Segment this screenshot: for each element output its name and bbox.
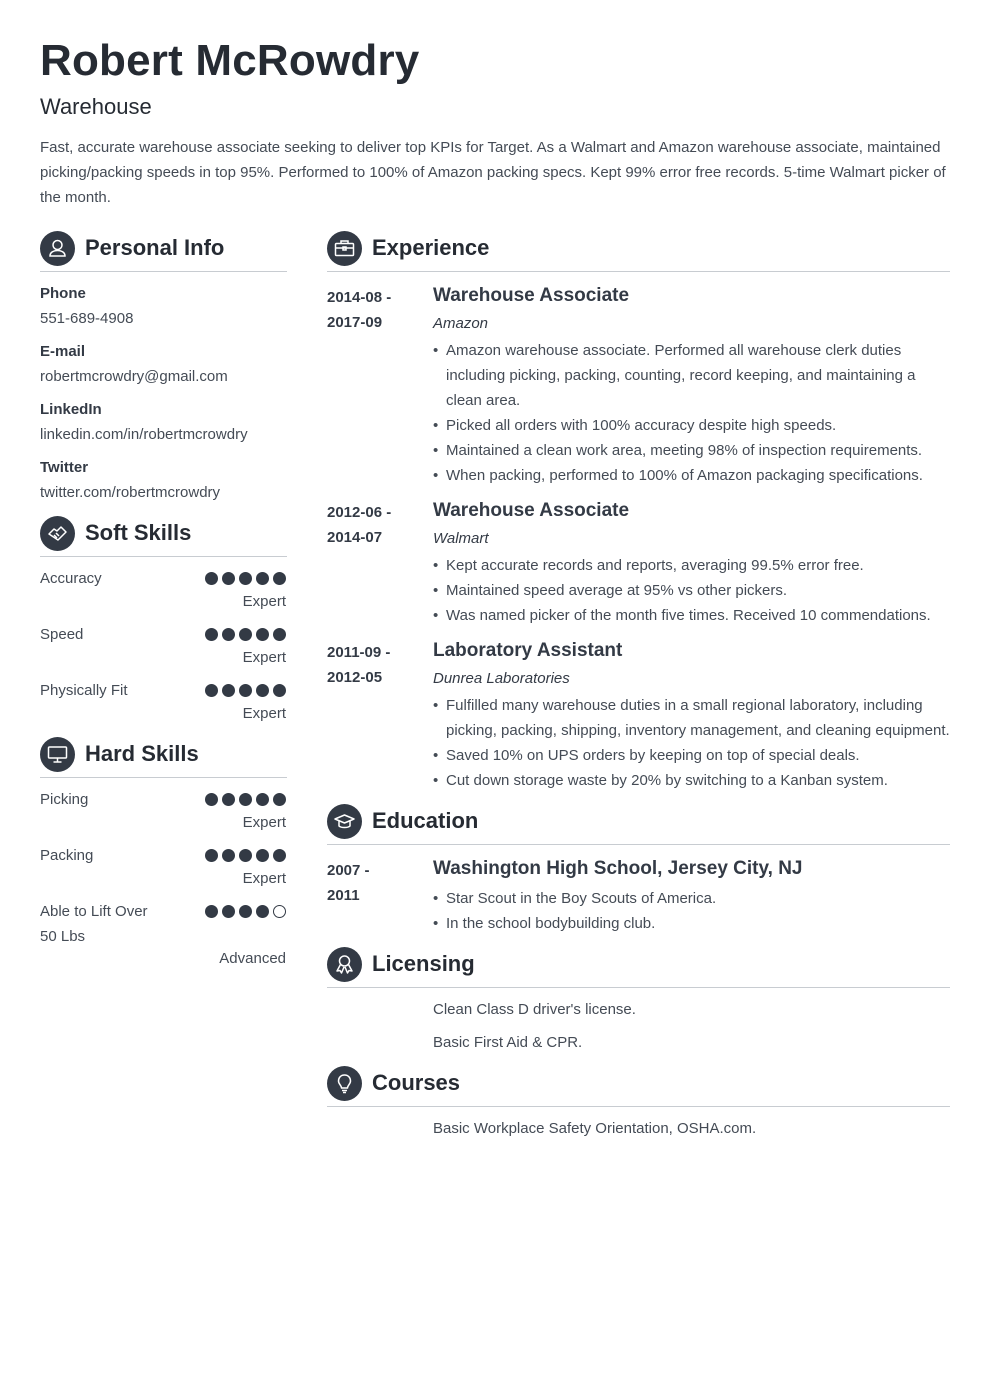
- rating-dot-filled: [273, 572, 286, 585]
- profile-summary: Fast, accurate warehouse associate seeking to deliver top KPIs for Target. As a Walmart and Amazon warehouse associate, maintained picking/packing speeds in top 95%. Performed to 100% of Amazon packing specs. Kept 99% error free records. 5-time Walmart picker of the month.: [40, 139, 946, 206]
- rating-dot-filled: [205, 684, 218, 697]
- job-date-to: 2014-07: [327, 529, 383, 546]
- experience-title: Experience: [372, 235, 490, 260]
- rating-dot-filled: [256, 628, 269, 641]
- job-company: Dunrea Laboratories: [433, 670, 570, 687]
- skill-level: Expert: [242, 870, 286, 887]
- job-title: Warehouse Associate: [433, 285, 630, 306]
- linkedin-label: LinkedIn: [40, 401, 102, 418]
- skill-rating: [201, 628, 286, 642]
- rating-dot-filled: [222, 684, 235, 697]
- rating-dot-filled: [239, 628, 252, 641]
- skill-name: Able to Lift Over 50 Lbs: [40, 903, 148, 945]
- courses-title: Courses: [372, 1070, 461, 1095]
- licensing-header: [327, 947, 950, 988]
- job-entry: [327, 285, 952, 495]
- license-item: Basic First Aid & CPR.: [433, 1034, 583, 1051]
- job-dates: [327, 285, 422, 335]
- job-title: Laboratory Assistant: [433, 640, 623, 661]
- rating-dot-filled: [256, 905, 269, 918]
- job-date-to: 2017-09: [327, 314, 383, 331]
- rating-dot-filled: [222, 849, 235, 862]
- rating-dot-filled: [239, 905, 252, 918]
- rating-dot-filled: [222, 628, 235, 641]
- courses-header: [327, 1066, 950, 1107]
- rating-dot-filled: [256, 849, 269, 862]
- personal-info-header: [40, 231, 287, 272]
- rating-dot-filled: [273, 628, 286, 641]
- rating-dot-filled: [273, 793, 286, 806]
- skill-rating: [201, 793, 286, 807]
- rating-dot-filled: [205, 793, 218, 806]
- rating-dot-filled: [256, 684, 269, 697]
- hard-skills-title: Hard Skills: [85, 741, 199, 766]
- soft-skills-header: [40, 516, 287, 557]
- job-company: Walmart: [433, 530, 489, 547]
- license-item: Clean Class D driver's license.: [433, 1001, 636, 1018]
- twitter-label: Twitter: [40, 459, 89, 476]
- phone-value: 551-689-4908: [40, 310, 134, 327]
- job-bullet: • Cut down storage waste by 20% by switching to a Kanban system.: [433, 768, 958, 793]
- job-entry: [327, 500, 952, 630]
- user-icon: [40, 231, 75, 266]
- job-bullet: • When packing, performed to 100% of Amazon packaging specifications.: [433, 463, 953, 488]
- education-bullets: [433, 886, 953, 936]
- monitor-icon: [40, 737, 75, 772]
- rating-dot-filled: [273, 849, 286, 862]
- course-item: Basic Workplace Safety Orientation, OSHA.com.: [433, 1120, 757, 1137]
- job-date-from: 2014-08 -: [327, 289, 392, 306]
- skill-row: [40, 843, 286, 893]
- email-value: robertmcrowdry@gmail.com: [40, 368, 228, 385]
- skill-row: [40, 899, 286, 971]
- graduation-cap-icon: [327, 804, 362, 839]
- school-name: Washington High School, Jersey City, NJ: [433, 858, 803, 879]
- twitter-value: twitter.com/robertmcrowdry: [40, 484, 221, 501]
- handshake-icon: [40, 516, 75, 551]
- education-header: [327, 804, 950, 845]
- job-date-to: 2012-05: [327, 669, 383, 686]
- skill-name: Accuracy: [40, 570, 102, 587]
- linkedin-value: linkedin.com/in/robertmcrowdry: [40, 426, 248, 443]
- job-company: Amazon: [433, 315, 489, 332]
- rating-dot-filled: [239, 849, 252, 862]
- rating-dot-filled: [256, 572, 269, 585]
- licensing-title: Licensing: [372, 951, 475, 976]
- rating-dot-filled: [239, 793, 252, 806]
- job-bullets: [433, 338, 953, 488]
- skill-name: Physically Fit: [40, 682, 128, 699]
- job-bullet: • Saved 10% on UPS orders by keeping on top of special deals.: [433, 743, 958, 768]
- job-bullet: • Maintained a clean work area, meeting 98% of inspection requirements.: [433, 438, 953, 463]
- rating-dot-filled: [239, 572, 252, 585]
- candidate-role: Warehouse: [40, 94, 152, 119]
- rating-dot-filled: [256, 793, 269, 806]
- education-entry: [327, 858, 952, 938]
- skill-row: [40, 622, 286, 672]
- education-title: Education: [372, 808, 479, 833]
- skill-level: Expert: [242, 705, 286, 722]
- job-date-from: 2011-09 -: [327, 644, 391, 661]
- job-dates: [327, 640, 422, 690]
- briefcase-icon: [327, 231, 362, 266]
- skill-level: Expert: [242, 814, 286, 831]
- skill-name: Speed: [40, 626, 84, 643]
- job-entry: [327, 640, 952, 795]
- rating-dot-empty: [273, 905, 286, 918]
- rating-dot-filled: [239, 684, 252, 697]
- skill-level: Expert: [242, 649, 286, 666]
- education-bullet: • Star Scout in the Boy Scouts of America.: [433, 886, 953, 911]
- education-bullet: • In the school bodybuilding club.: [433, 911, 953, 936]
- job-bullet: • Picked all orders with 100% accuracy despite high speeds.: [433, 413, 953, 438]
- skill-name: Picking: [40, 791, 89, 808]
- skill-row: [40, 787, 286, 837]
- job-dates: [327, 500, 422, 550]
- skill-rating: [201, 905, 286, 919]
- rating-dot-filled: [222, 905, 235, 918]
- skill-rating: [201, 849, 286, 863]
- email-label: E-mail: [40, 343, 86, 360]
- skill-row: [40, 566, 286, 616]
- phone-label: Phone: [40, 285, 86, 302]
- personal-info-title: Personal Info: [85, 235, 225, 260]
- skill-rating: [201, 572, 286, 586]
- rating-dot-filled: [222, 572, 235, 585]
- rating-dot-filled: [205, 628, 218, 641]
- skill-name: Packing: [40, 847, 94, 864]
- job-bullets: [433, 553, 953, 628]
- education-dates: [327, 858, 422, 908]
- skill-level: Expert: [242, 593, 286, 610]
- job-bullets: [433, 693, 958, 793]
- job-bullet: • Amazon warehouse associate. Performed all warehouse clerk duties including picking, packing, counting, record keeping, and maintaining a clean area.: [433, 338, 953, 413]
- rating-dot-filled: [205, 905, 218, 918]
- candidate-name: Robert McRowdry: [40, 36, 420, 85]
- rating-dot-filled: [205, 572, 218, 585]
- job-bullet: • Kept accurate records and reports, averaging 99.5% error free.: [433, 553, 953, 578]
- lightbulb-icon: [327, 1066, 362, 1101]
- education-date-from: 2007 -: [327, 862, 370, 879]
- hard-skills-header: [40, 737, 287, 778]
- rating-dot-filled: [205, 849, 218, 862]
- skill-row: [40, 678, 286, 728]
- skill-rating: [201, 684, 286, 698]
- rating-dot-filled: [273, 684, 286, 697]
- job-bullet: • Fulfilled many warehouse duties in a small regional laboratory, including picking, packing, shipping, inventory management, and cleaning equipment.: [433, 693, 958, 743]
- job-date-from: 2012-06 -: [327, 504, 392, 521]
- job-title: Warehouse Associate: [433, 500, 630, 521]
- job-bullet: • Was named picker of the month five times. Received 10 commendations.: [433, 603, 953, 628]
- soft-skills-title: Soft Skills: [85, 520, 192, 545]
- award-ribbon-icon: [327, 947, 362, 982]
- job-bullet: • Maintained speed average at 95% vs other pickers.: [433, 578, 953, 603]
- skill-level: Advanced: [219, 950, 286, 967]
- rating-dot-filled: [222, 793, 235, 806]
- education-date-to: 2011: [327, 887, 360, 904]
- experience-header: [327, 231, 950, 272]
